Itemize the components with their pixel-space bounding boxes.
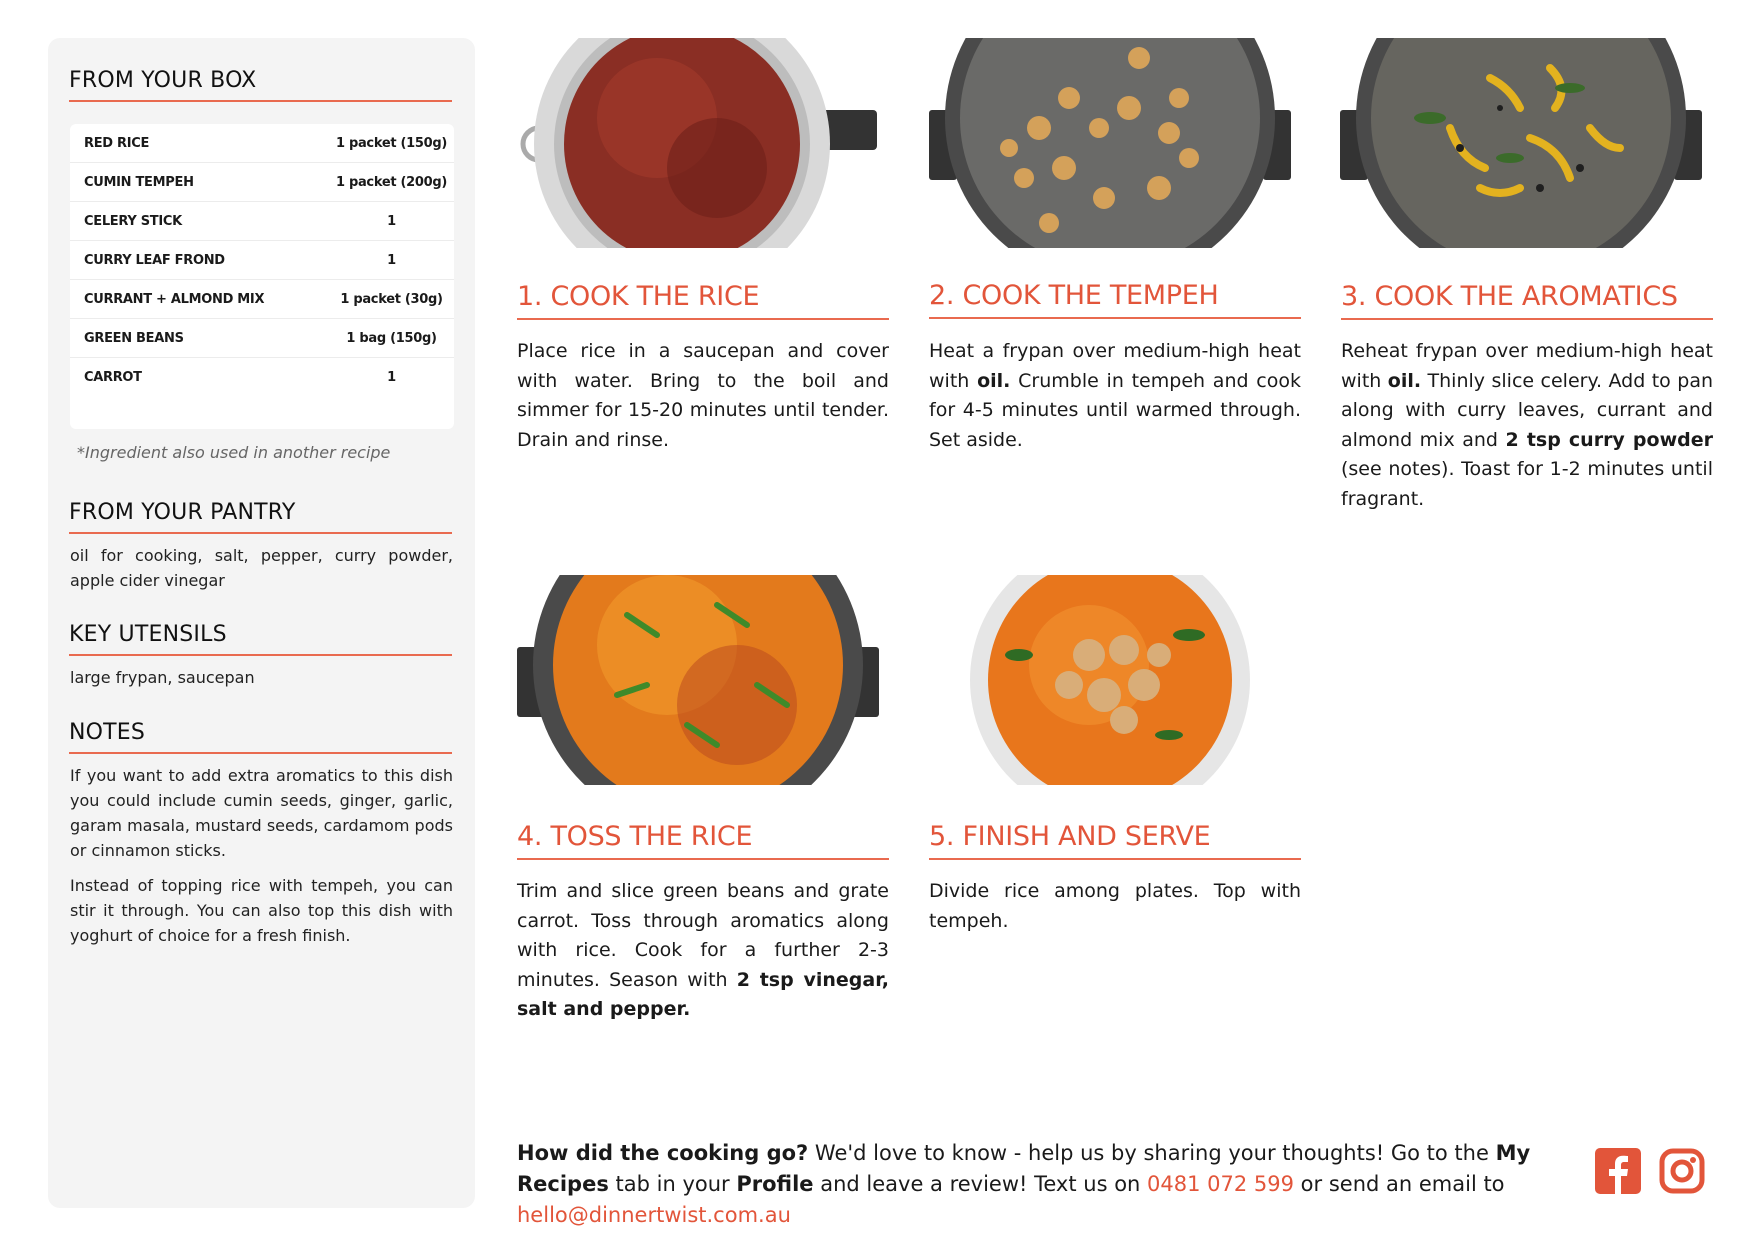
- ingredient-footnote: *Ingredient also used in another recipe: [77, 443, 391, 462]
- ingredient-name: CELERY STICK: [84, 213, 182, 229]
- phone-link[interactable]: 0481 072 599: [1147, 1172, 1294, 1196]
- step-3-body: [1341, 337, 1713, 514]
- feedback-text-2: tab in your: [608, 1172, 737, 1196]
- ingredient-row: [70, 241, 454, 280]
- feedback-text-3: and leave a review! Text us on: [813, 1172, 1148, 1196]
- step-5-title: 5. FINISH AND SERVE: [929, 821, 1301, 860]
- ingredient-qty: 1 packet (150g): [335, 135, 448, 151]
- step-4-text: Trim and slice green beans and grate carrot. Toss through aromatics along with rice. Cook for a further 2-3 minutes. Season with: [517, 880, 889, 991]
- step-4-body: [517, 877, 889, 1025]
- ingredient-name: GREEN BEANS: [84, 330, 184, 346]
- profile-label: Profile: [736, 1172, 814, 1196]
- ingredient-qty: 1: [387, 369, 396, 385]
- step-2-body: [929, 337, 1301, 455]
- step-5-body: Divide rice among plates. Top with tempeh.: [929, 880, 1301, 932]
- from-your-pantry-heading: FROM YOUR PANTRY: [69, 500, 452, 534]
- ingredient-row: [70, 202, 454, 241]
- step-2-title: 2. COOK THE TEMPEH: [929, 280, 1301, 319]
- ingredient-qty: 1: [387, 252, 396, 268]
- step-4-photo: [517, 575, 879, 785]
- ingredient-name: CURRY LEAF FROND: [84, 252, 225, 268]
- notes-heading: NOTES: [69, 720, 452, 754]
- my-recipes-label: My Recipes: [517, 1141, 1531, 1196]
- step-3-text: Reheat frypan over medium-high heat with: [1341, 340, 1713, 392]
- ingredient-qty: 1 bag (150g): [346, 330, 437, 346]
- step-3-title: 3. COOK THE AROMATICS: [1341, 281, 1713, 320]
- ingredient-row: [70, 280, 454, 319]
- step-3-photo: [1340, 38, 1702, 248]
- ingredient-row: [70, 319, 454, 358]
- step-4-title: 4. TOSS THE RICE: [517, 821, 889, 860]
- feedback-question: How did the cooking go?: [517, 1141, 809, 1165]
- ingredients-sidebar: [48, 38, 475, 1208]
- ingredient-row: [70, 163, 454, 202]
- step-1-photo: [517, 38, 879, 248]
- ingredient-name: RED RICE: [84, 135, 150, 151]
- ingredient-name: CUMIN TEMPEH: [84, 174, 194, 190]
- step-2-text-2: Crumble in tempeh and cook for 4-5 minutes until warmed through. Set aside.: [929, 369, 1302, 451]
- feedback-footer: [517, 1138, 1577, 1231]
- ingredient-row: [70, 358, 454, 396]
- step-1-title: 1. COOK THE RICE: [517, 281, 889, 320]
- facebook-icon[interactable]: [1595, 1148, 1641, 1194]
- ingredient-qty: 1: [387, 213, 396, 229]
- pantry-text: oil for cooking, salt, pepper, curry powder, apple cider vinegar: [70, 546, 453, 590]
- ingredient-qty: 1 packet (200g): [335, 174, 448, 190]
- from-your-box-heading: FROM YOUR BOX: [69, 68, 452, 102]
- step-4-bold-season: 2 tsp vinegar, salt and pepper.: [517, 968, 889, 1020]
- step-3-bold-curry: 2 tsp curry powder: [1505, 428, 1713, 451]
- email-link[interactable]: hello@dinnertwist.com.au: [517, 1203, 791, 1227]
- step-3-bold-oil: oil.: [1387, 369, 1422, 392]
- notes-paragraph-1: If you want to add extra aromatics to this dish you could include cumin seeds, ginger, garlic, garam masala, mustard seeds, cardamom pods or cinnamon sticks.: [70, 766, 453, 860]
- key-utensils-heading: KEY UTENSILS: [69, 622, 452, 656]
- ingredient-name: CURRANT + ALMOND MIX: [84, 291, 265, 307]
- step-3-text-3: (see notes). Toast for 1-2 minutes until fragrant.: [1341, 458, 1713, 510]
- feedback-text-1: We'd love to know - help us by sharing your thoughts! Go to the: [808, 1141, 1496, 1165]
- ingredient-name: CARROT: [84, 369, 142, 385]
- notes-paragraph-2: Instead of topping rice with tempeh, you can stir it through. You can also top this dish with yoghurt of choice for a fresh finish.: [70, 876, 453, 945]
- step-1-body: Place rice in a saucepan and cover with water. Bring to the boil and simmer for 15-20 minutes until tender. Drain and rinse.: [517, 340, 889, 451]
- step-2-text: Heat a frypan over medium-high heat with: [929, 340, 1301, 392]
- feedback-text-4: or send an email to: [1294, 1172, 1505, 1196]
- ingredients-table: [70, 124, 454, 429]
- step-5-photo: [929, 575, 1291, 785]
- step-2-photo: [929, 38, 1291, 248]
- ingredient-row: [70, 124, 454, 163]
- utensils-text: large frypan, saucepan: [70, 668, 255, 687]
- step-2-bold-oil: oil.: [977, 369, 1011, 392]
- step-3-text-2: Thinly slice celery. Add to pan along with curry leaves, currant and almond mix and: [1341, 369, 1713, 451]
- instagram-icon[interactable]: [1659, 1148, 1705, 1194]
- ingredient-qty: 1 packet (30g): [340, 291, 443, 307]
